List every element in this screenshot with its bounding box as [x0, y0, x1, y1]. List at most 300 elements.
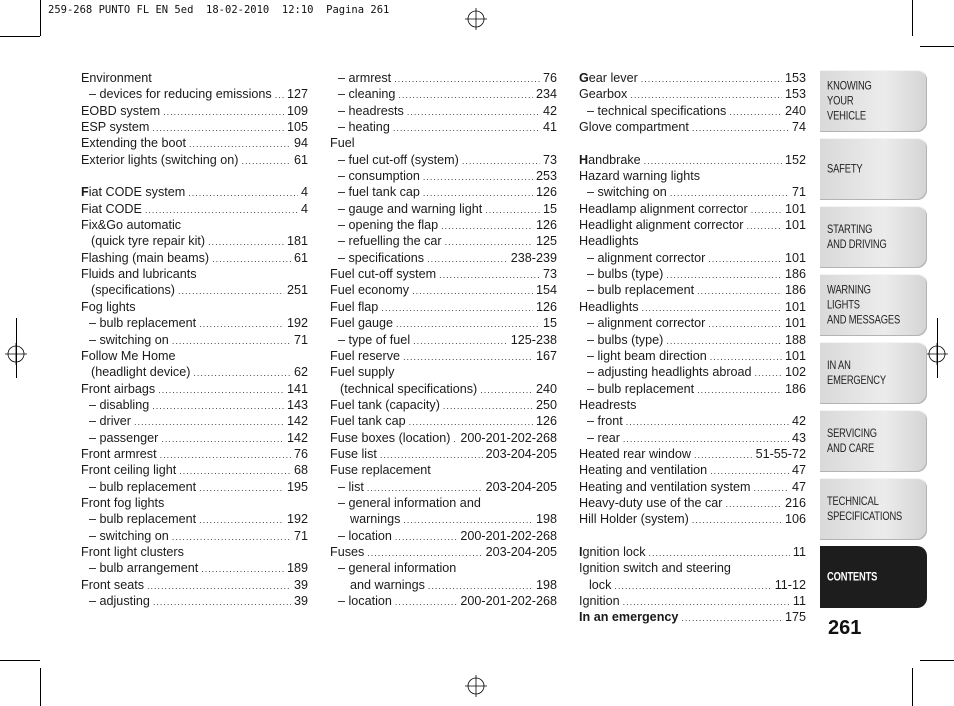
entry-term: (quick tyre repair kit): [91, 234, 206, 249]
index-entry: [81, 462, 308, 478]
dot-leader: [443, 398, 533, 414]
index-entry: [330, 332, 557, 348]
entry-page: 153: [784, 87, 806, 102]
index-entry: [330, 152, 557, 168]
entry-page: 76: [542, 71, 557, 85]
index-entry: [579, 348, 806, 364]
index-entry: [330, 70, 557, 86]
chapter-tab-label: WARNING LIGHTS AND MESSAGES: [827, 282, 901, 327]
dot-leader: [193, 365, 291, 381]
index-entry: [81, 152, 308, 168]
entry-page: 188: [784, 332, 806, 347]
entry-term: – fuel tank cap: [338, 185, 420, 200]
dot-leader: [367, 545, 482, 561]
entry-term: Headlights: [579, 234, 639, 249]
dot-leader: [710, 463, 789, 479]
entry-term: Front armrest: [81, 446, 157, 461]
entry-page: 94: [293, 136, 308, 151]
index-entry: [81, 332, 308, 348]
entry-page: 73: [542, 152, 557, 167]
dot-leader: [413, 333, 508, 349]
index-entry: [330, 135, 557, 151]
dot-leader: [147, 578, 291, 594]
index-entry: [579, 86, 806, 102]
entry-term: – opening the flap: [338, 218, 439, 233]
dot-leader: [670, 185, 789, 201]
entry-page: 71: [293, 528, 308, 543]
chapter-tab-label: KNOWING YOUR VEHICLE: [827, 78, 872, 123]
entry-term: Environment: [81, 71, 152, 85]
index-entry: [81, 233, 308, 249]
entry-term: Glove compartment: [579, 120, 689, 135]
dot-leader: [427, 251, 508, 267]
dot-leader: [623, 431, 789, 447]
dot-leader: [158, 382, 284, 398]
entry-term: Hill Holder (system): [579, 512, 689, 527]
index-entry: [330, 119, 557, 135]
entry-page: 41: [542, 120, 557, 135]
entry-page: 47: [791, 463, 806, 478]
entry-page: 62: [293, 365, 308, 380]
index-entry: [579, 152, 806, 168]
index-entry: [579, 103, 806, 119]
index-entry: [81, 250, 308, 266]
entry-page: 186: [784, 381, 806, 396]
dot-leader: [697, 382, 782, 398]
entry-term: Front light clusters: [81, 544, 184, 559]
entry-term: and warnings: [350, 577, 425, 592]
entry-page: 142: [286, 414, 308, 429]
entry-page: 61: [293, 250, 308, 265]
dot-leader: [666, 333, 782, 349]
dot-leader: [726, 496, 782, 512]
entry-term: Fluids and lubricants: [81, 267, 197, 282]
chapter-tab[interactable]: [820, 478, 927, 540]
index-entry: [330, 299, 557, 315]
chapter-tab[interactable]: [820, 206, 927, 268]
entry-term: – bulb replacement: [587, 381, 695, 396]
chapter-tabs: [820, 70, 927, 614]
entry-term: Front fog lights: [81, 495, 165, 510]
entry-term: – location: [338, 594, 392, 608]
index-entry: [81, 446, 308, 462]
index-entry: [579, 397, 806, 413]
entry-term: – location: [338, 528, 392, 543]
index-entry: [330, 184, 557, 200]
index-entry: [81, 560, 308, 576]
entry-page: 253: [535, 169, 557, 184]
dot-leader: [462, 153, 540, 169]
entry-page: 126: [535, 414, 557, 429]
dot-leader: [172, 333, 291, 349]
entry-term: Fuses: [330, 544, 365, 559]
index-entry: [579, 446, 806, 462]
index-entry: [330, 593, 557, 609]
entry-page: 251: [286, 283, 308, 298]
entry-term: Fuel supply: [330, 365, 395, 380]
entry-page: 198: [535, 577, 557, 592]
index-entry: [579, 299, 806, 315]
entry-page: 74: [791, 120, 806, 135]
crop-mark: [920, 660, 954, 661]
dot-leader: [152, 120, 284, 136]
chapter-tab[interactable]: [820, 546, 927, 608]
entry-page: 71: [293, 332, 308, 347]
entry-page: 216: [784, 495, 806, 510]
index-entry: [330, 560, 557, 576]
entry-term: Fuse list: [330, 446, 377, 461]
entry-term: – general information: [338, 561, 457, 576]
chapter-tab-label: CONTENTS: [827, 569, 878, 584]
entry-page: 125-238: [510, 332, 557, 347]
dot-leader: [708, 316, 782, 332]
index-entry: [81, 511, 308, 527]
entry-term: Flashing (main beams): [81, 250, 210, 265]
entry-term: (specifications): [91, 283, 175, 298]
dot-leader: [666, 267, 782, 283]
dot-leader: [145, 202, 298, 218]
dot-leader: [439, 267, 540, 283]
dot-leader: [275, 87, 284, 103]
entry-term: – general information and: [338, 495, 481, 510]
index-entry: [579, 593, 806, 609]
entry-term: (technical specifications): [340, 381, 478, 396]
entry-page: 4: [300, 201, 308, 216]
entry-term: Fuse boxes (location): [330, 430, 451, 445]
dot-leader: [393, 120, 540, 136]
index-entry: [330, 495, 557, 511]
dot-leader: [199, 512, 284, 528]
entry-page: 153: [784, 71, 806, 85]
entry-page: 198: [535, 512, 557, 527]
entry-term: – alignment corrector: [587, 316, 706, 331]
entry-term: Fuel: [330, 136, 355, 151]
index-entry: [81, 544, 308, 560]
index-entry: [330, 86, 557, 102]
dot-leader: [729, 104, 782, 120]
entry-term: Ignition lock: [579, 544, 646, 559]
crop-mark: [40, 0, 41, 36]
index-column-1: [81, 70, 308, 609]
index-entry: [81, 593, 308, 609]
entry-page: 101: [784, 299, 806, 314]
entry-term: – disabling: [89, 397, 150, 412]
dot-leader: [208, 234, 284, 250]
entry-page: 101: [784, 316, 806, 331]
entry-term: – armrest: [338, 71, 392, 85]
index-entry: [579, 544, 806, 560]
entry-page: 101: [784, 218, 806, 233]
entry-term: Fuel flap: [330, 299, 379, 314]
dot-leader: [396, 316, 540, 332]
dot-leader: [697, 283, 782, 299]
dot-leader: [179, 463, 291, 479]
index-entry: [81, 299, 308, 315]
index-entry: [330, 168, 557, 184]
dot-leader: [403, 512, 533, 528]
dot-leader: [412, 283, 533, 299]
chapter-tab-label: SAFETY: [827, 161, 863, 176]
entry-term: Extending the boot: [81, 136, 187, 151]
entry-term: Fuel reserve: [330, 348, 400, 363]
index-entry: [81, 86, 308, 102]
entry-page: 200-201-202-268: [460, 594, 557, 608]
index-entry: [81, 528, 308, 544]
entry-term: – rear: [587, 430, 620, 445]
index-entry: [579, 217, 806, 233]
entry-term: – passenger: [89, 430, 159, 445]
index-entry: [81, 381, 308, 397]
dot-leader: [423, 185, 533, 201]
dot-leader: [161, 431, 284, 447]
index-entry: [579, 479, 806, 495]
index-entry: [579, 184, 806, 200]
dot-leader: [409, 414, 533, 430]
chapter-tab[interactable]: [820, 342, 927, 404]
entry-page: 71: [791, 185, 806, 200]
dot-leader: [160, 447, 291, 463]
crop-mark: [912, 0, 913, 36]
index-entry: [330, 315, 557, 331]
entry-page: 11: [792, 544, 806, 559]
index-column-2: [330, 70, 557, 609]
entry-page: 234: [535, 87, 557, 102]
entry-term: Front ceiling light: [81, 463, 177, 478]
dot-leader: [199, 480, 284, 496]
entry-term: – light beam direction: [587, 348, 707, 363]
crop-mark: [40, 668, 41, 706]
registration-mark-icon: [465, 8, 487, 30]
entry-term: ESP system: [81, 120, 150, 135]
chapter-tab[interactable]: [820, 274, 927, 336]
crop-mark: [920, 46, 954, 47]
entry-term: Headlight alignment corrector: [579, 218, 744, 233]
entry-page: 154: [535, 283, 557, 298]
entry-term: Follow Me Home: [81, 348, 176, 363]
entry-page: 181: [286, 234, 308, 249]
dot-leader: [380, 447, 483, 463]
entry-page: 15: [542, 316, 557, 331]
chapter-tab-label: IN AN EMERGENCY: [827, 358, 886, 387]
index-entry: [579, 70, 806, 86]
entry-page: 101: [784, 201, 806, 216]
dot-leader: [708, 251, 782, 267]
entry-term: Front airbags: [81, 381, 156, 396]
dot-leader: [614, 578, 771, 594]
entry-page: 126: [535, 299, 557, 314]
dot-leader: [692, 512, 782, 528]
chapter-tab[interactable]: [820, 410, 927, 472]
entry-page: 203-204-205: [485, 544, 557, 559]
entry-term: Fog lights: [81, 299, 136, 314]
entry-term: – bulbs (type): [587, 332, 664, 347]
index-entry: [81, 364, 308, 380]
index-gap: [579, 135, 806, 151]
entry-term: Headrests: [579, 397, 637, 412]
entry-term: Fiat CODE system: [81, 185, 186, 200]
dot-leader: [152, 398, 284, 414]
index-entry: [579, 577, 806, 593]
entry-term: Front seats: [81, 577, 144, 592]
entry-page: 15: [542, 201, 557, 216]
entry-term: Heavy-duty use of the car: [579, 495, 723, 510]
index-entry: [579, 609, 806, 625]
entry-page: 42: [791, 414, 806, 429]
dot-leader: [649, 545, 790, 561]
index-entry: [330, 479, 557, 495]
entry-term: EOBD system: [81, 103, 161, 118]
index-entry: [579, 364, 806, 380]
entry-term: – switching on: [89, 528, 169, 543]
entry-term: – headrests: [338, 103, 404, 118]
dot-leader: [755, 365, 782, 381]
index-entry: [330, 511, 557, 527]
dot-leader: [407, 104, 540, 120]
dot-leader: [692, 120, 789, 136]
entry-page: 105: [286, 120, 308, 135]
entry-term: – bulbs (type): [587, 267, 664, 282]
dot-leader: [626, 414, 789, 430]
entry-term: – refuelling the car: [338, 234, 442, 249]
entry-page: 47: [791, 479, 806, 494]
index-entry: [330, 577, 557, 593]
index-entry: [579, 168, 806, 184]
entry-page: 43: [791, 430, 806, 445]
entry-page: 4: [300, 185, 308, 200]
dot-leader: [441, 218, 533, 234]
index-entry: [330, 462, 557, 478]
dot-leader: [428, 578, 533, 594]
dot-leader: [381, 300, 533, 316]
dot-leader: [681, 610, 782, 626]
entry-term: – consumption: [338, 169, 420, 184]
entry-page: 11: [792, 594, 806, 608]
index-entry: [330, 103, 557, 119]
entry-term: warnings: [350, 512, 401, 527]
dot-leader: [694, 447, 753, 463]
index-entry: [330, 544, 557, 560]
index-entry: [579, 413, 806, 429]
entry-term: Heating and ventilation system: [579, 479, 751, 494]
index-entry: [579, 282, 806, 298]
entry-term: – cleaning: [338, 87, 396, 102]
entry-page: 250: [535, 397, 557, 412]
entry-page: 186: [784, 283, 806, 298]
dot-leader: [642, 300, 782, 316]
chapter-tab-label: STARTING AND DRIVING: [827, 222, 887, 251]
index-entry: [579, 511, 806, 527]
index-entry: [81, 103, 308, 119]
entry-page: 126: [535, 185, 557, 200]
dot-leader: [212, 251, 291, 267]
entry-page: 101: [784, 348, 806, 363]
index-entry: [81, 495, 308, 511]
entry-term: – gauge and warning light: [338, 201, 483, 216]
dot-leader: [644, 153, 782, 169]
entry-page: 125: [535, 234, 557, 249]
dot-leader: [710, 349, 782, 365]
entry-term: – fuel cut-off (system): [338, 152, 459, 167]
index-entry: [579, 201, 806, 217]
entry-term: – bulb replacement: [89, 479, 197, 494]
chapter-tab[interactable]: [820, 138, 927, 200]
index-entry: [330, 413, 557, 429]
index-gap: [579, 528, 806, 544]
index-entry: [81, 577, 308, 593]
index-entry: [330, 233, 557, 249]
entry-term: – front: [587, 414, 623, 429]
index-entry: [579, 266, 806, 282]
entry-page: 240: [784, 103, 806, 118]
index-entry: [81, 217, 308, 233]
dot-leader: [751, 202, 782, 218]
entry-term: Handbrake: [579, 152, 641, 167]
entry-term: – specifications: [338, 250, 425, 265]
entry-page: 167: [535, 348, 557, 363]
entry-term: – devices for reducing emissions: [89, 87, 272, 102]
entry-term: – bulb replacement: [89, 512, 197, 527]
dot-leader: [453, 431, 457, 447]
dot-leader: [480, 382, 533, 398]
entry-page: 101: [784, 250, 806, 265]
dot-leader: [395, 529, 457, 545]
index-entry: [81, 397, 308, 413]
chapter-tab[interactable]: [820, 70, 927, 132]
dot-leader: [134, 414, 284, 430]
entry-term: Fiat CODE: [81, 201, 142, 216]
dot-leader: [403, 349, 533, 365]
entry-page: 152: [784, 152, 806, 167]
index-entry: [579, 462, 806, 478]
index-gap: [81, 168, 308, 184]
index-entry: [81, 479, 308, 495]
index-entry: [579, 119, 806, 135]
index-entry: [579, 430, 806, 446]
entry-term: Fuel economy: [330, 283, 410, 298]
page-number: 261: [828, 617, 862, 639]
crop-mark: [0, 660, 40, 661]
dot-leader: [172, 529, 291, 545]
crop-mark: [912, 668, 913, 706]
entry-term: Fuel tank cap: [330, 414, 406, 429]
registration-mark-icon: [5, 343, 27, 365]
index-entry: [81, 315, 308, 331]
dot-leader: [445, 234, 533, 250]
entry-term: Headlamp alignment corrector: [579, 201, 748, 216]
dot-leader: [163, 104, 284, 120]
entry-term: – bulb replacement: [89, 316, 197, 331]
entry-page: 76: [293, 446, 308, 461]
entry-term: – switching on: [89, 332, 169, 347]
dot-leader: [178, 283, 284, 299]
entry-page: 141: [286, 381, 308, 396]
index-entry: [579, 381, 806, 397]
entry-page: 240: [535, 381, 557, 396]
dot-leader: [630, 87, 782, 103]
entry-page: 203-204-205: [485, 479, 557, 494]
dot-leader: [153, 594, 291, 610]
index-entry: [330, 282, 557, 298]
entry-term: – technical specifications: [587, 103, 727, 118]
index-entry: [81, 430, 308, 446]
dot-leader: [747, 218, 782, 234]
entry-term: Gear lever: [579, 71, 638, 85]
dot-leader: [641, 71, 782, 87]
entry-term: – adjusting headlights abroad: [587, 365, 752, 380]
entry-page: 192: [286, 316, 308, 331]
entry-page: 189: [286, 561, 308, 576]
dot-leader: [241, 153, 291, 169]
